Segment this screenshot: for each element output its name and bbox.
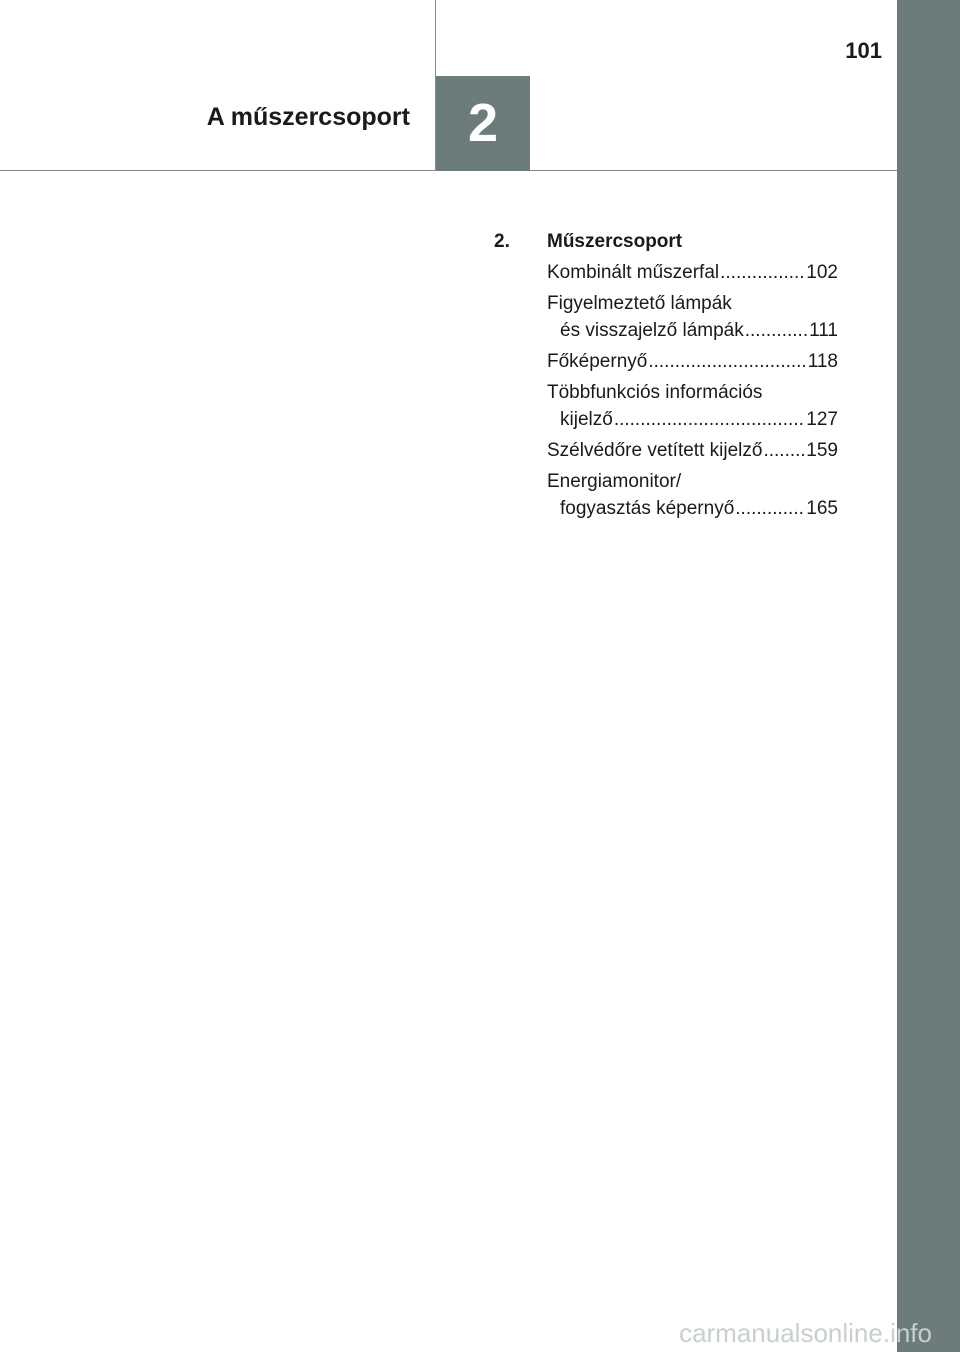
toc-leader-dots — [720, 259, 805, 286]
toc-leader-dots — [648, 348, 806, 375]
toc-entry-page: 165 — [806, 498, 838, 519]
toc-entry-label-continued: kijelző — [560, 409, 613, 430]
toc-entry-page: 127 — [806, 409, 838, 430]
toc-entry-page: 102 — [806, 262, 838, 283]
page-number: 101 — [845, 38, 882, 63]
toc-entry-label: Figyelmeztető lámpák — [547, 293, 732, 314]
toc-entry-figyelmezteto-lampak[interactable] — [547, 290, 838, 344]
watermark: carmanualsonline.info — [679, 1318, 932, 1348]
toc-entry-label: Energiamonitor/ — [547, 471, 682, 492]
toc-leader-dots — [735, 495, 805, 522]
toc-entry-label-continued: fogyasztás képernyő — [560, 498, 735, 519]
toc-entry-szelvedore-vetitett-kijelzo[interactable] — [547, 437, 838, 464]
toc-entry-label: Kombinált műszerfal — [547, 262, 720, 283]
toc-section-heading[interactable] — [494, 228, 838, 255]
chapter-number-box — [436, 76, 530, 171]
side-tab — [897, 0, 960, 1352]
toc-entry-fokepernyo[interactable] — [547, 348, 838, 375]
chapter-number: 2 — [467, 93, 499, 153]
toc-entry-page: 159 — [806, 440, 838, 461]
toc-entry-label-continued: és visszajelző lámpák — [560, 320, 744, 341]
toc-entry-page: 111 — [809, 320, 838, 341]
toc-leader-dots — [614, 406, 805, 433]
toc-section-title: Műszercsoport — [547, 231, 683, 252]
toc-leader-dots — [745, 317, 808, 344]
toc-entry-kombinalt-muszerfal[interactable] — [547, 259, 838, 286]
toc-entry-label: Többfunkciós információs — [547, 382, 763, 403]
toc-entry-label: Szélvédőre vetített kijelző — [547, 440, 763, 461]
table-of-contents — [494, 228, 838, 526]
toc-entry-page: 118 — [807, 351, 838, 372]
toc-entry-label: Főképernyő — [547, 351, 648, 372]
toc-leader-dots — [763, 437, 805, 464]
toc-entry-energiamonitor[interactable] — [547, 468, 838, 522]
toc-section-number: 2. — [494, 231, 510, 252]
toc-entry-tobbfunkcios-kijelzo[interactable] — [547, 379, 838, 433]
chapter-title: A műszercsoport — [206, 103, 410, 131]
